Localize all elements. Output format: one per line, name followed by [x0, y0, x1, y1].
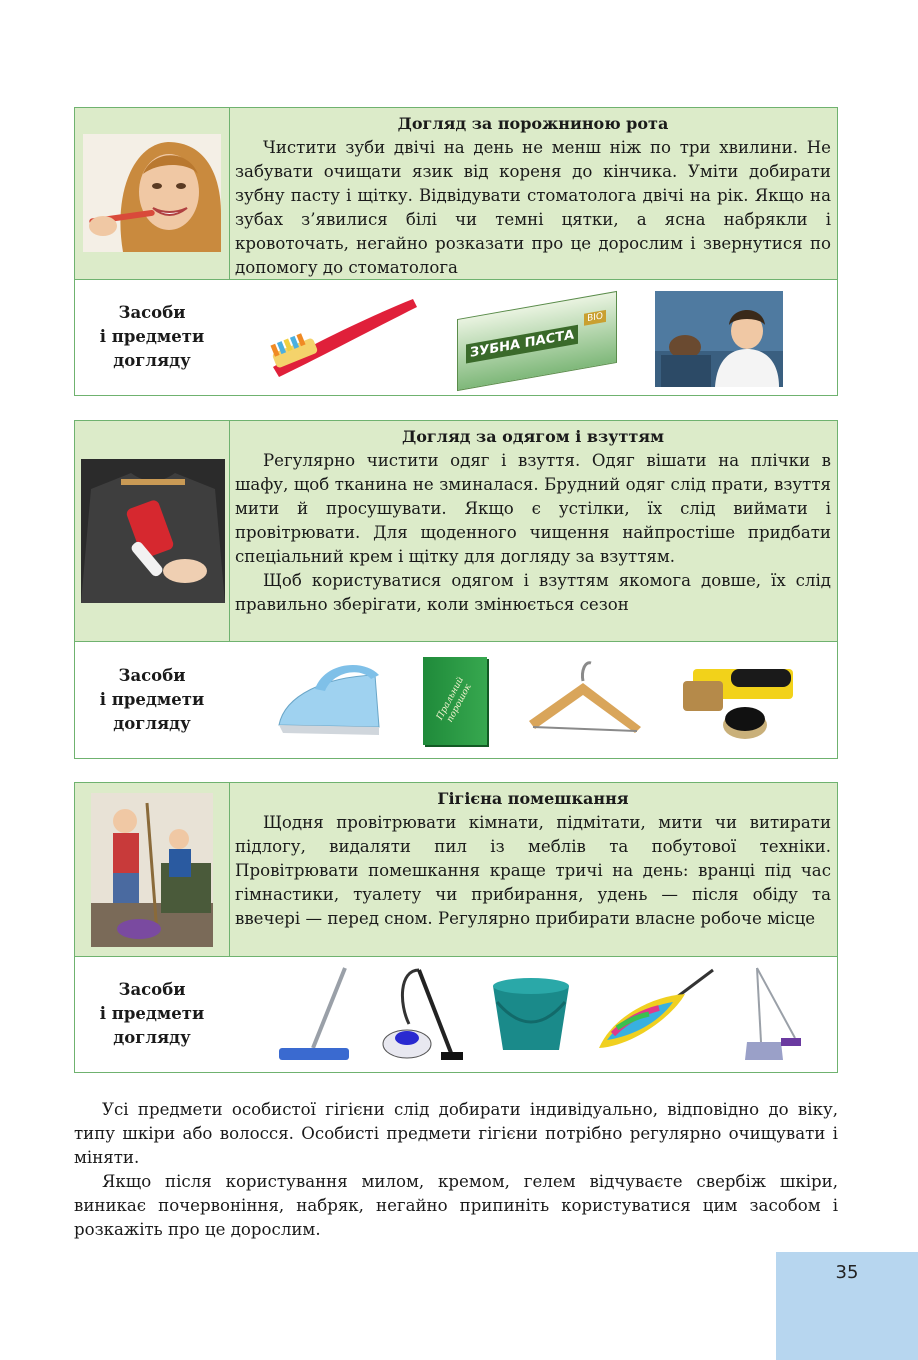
clothing-care-text	[235, 425, 831, 617]
clothing-care-info-row	[75, 421, 837, 642]
detergent-box-image	[423, 657, 487, 745]
oral-care-info-row	[75, 108, 837, 280]
dentist-photo	[655, 291, 783, 387]
oral-care-tools-label: Засоби і предмети догляду	[99, 303, 205, 370]
vacuum-cleaner-image	[379, 964, 465, 1064]
clothing-care-block	[74, 420, 838, 759]
home-hygiene-text	[235, 787, 831, 931]
oral-care-heading: Догляд за порожниною рота	[397, 114, 669, 133]
oral-care-paragraph: Чистити зуби двічі на день не менш ніж по три хвилини. Не забувати очищати язик від кореня до кінчика. Уміти добирати зубну пасту і щітку. Відвідувати стоматолога двічі на рік. Якщо на зубах з’явилися білі чи темні цятки, а ясна набрякли і кровоточать, негайно розказати про це дорослим і звернутися по допомогу до стоматолога	[235, 138, 831, 277]
hanger-image	[525, 651, 645, 747]
toothpaste-badge: BIO	[584, 310, 606, 326]
home-hygiene-paragraph: Щодня провітрювати кімнати, підмітати, мити чи витирати підлогу, видаляти пил із меблів та побутової техніки. Провітрювати помешкання краще тричі на день: вранці під час гімнастики, туалету чи прибирання, удень — після обіду та ввечері — перед сном. Регулярно прибирати власне робоче місце	[235, 813, 831, 928]
clothing-care-photo-cell	[75, 421, 230, 641]
home-hygiene-heading: Гігієна помешкання	[437, 789, 629, 808]
detergent-label: Пральний порошок	[435, 675, 474, 725]
woman-brushing-teeth-photo	[83, 134, 221, 252]
page-number: 35	[835, 1262, 859, 1283]
page-number-box	[776, 1252, 918, 1360]
kids-cleaning-photo	[91, 793, 213, 947]
home-hygiene-info-row	[75, 783, 837, 957]
toothbrush-image	[263, 289, 423, 381]
closing-paragraph-1: Усі предмети особистої гігієни слід добирати індивідуально, відповідно до віку, типу шкіри або волосся. Особисті предмети гігієни потрібно регулярно очищувати і міняти.	[74, 1100, 838, 1167]
home-hygiene-tools-label: Засоби і предмети догляду	[99, 980, 205, 1047]
closing-paragraph-2: Якщо після користування милом, кремом, гелем відчуваєте свербіж шкіри, виникає почервоніння, набряк, негайно припиніть користуватися цим засобом і розкажіть про це дорослим.	[74, 1172, 838, 1239]
toothpaste-label: ЗУБНА ПАСТА	[466, 325, 578, 364]
home-hygiene-photo-cell	[75, 783, 230, 956]
oral-care-photo-cell	[75, 108, 230, 279]
iron-image	[275, 655, 385, 741]
clothing-care-tools-label: Засоби і предмети догляду	[99, 665, 205, 733]
clothing-care-heading: Догляд за одягом і взуттям	[401, 427, 665, 446]
broom-dustpan-image	[741, 964, 803, 1064]
duster-image	[593, 966, 719, 1062]
toothpaste-box-image	[457, 291, 617, 391]
home-hygiene-tools-row	[75, 956, 837, 1072]
clothing-care-paragraph-2: Щоб користуватися одягом і взуттям якомога довше, їх слід правильно зберігати, коли змінюється сезон	[235, 571, 831, 614]
mop-image	[275, 964, 351, 1064]
closing-text	[74, 1098, 838, 1242]
bucket-image	[489, 972, 573, 1056]
clothing-care-tools-row	[75, 641, 837, 758]
oral-care-block	[74, 107, 838, 396]
oral-care-text	[235, 112, 831, 280]
clothing-care-paragraph-1: Регулярно чистити одяг і взуття. Одяг вішати на плічки в шафу, щоб тканина не зминалася. Брудний одяг слід прати, взуття мити й просушувати. Якщо є устілки, їх слід виймати і провітрювати. Для щоденного чищення найпростіше придбати спеціальний крем і щітку для догляду за взуттям.	[235, 451, 831, 566]
lint-roller-sweater-photo	[81, 459, 225, 603]
shoe-care-kit-image	[683, 655, 803, 743]
oral-care-tools-row	[75, 279, 837, 395]
home-hygiene-block	[74, 782, 838, 1073]
